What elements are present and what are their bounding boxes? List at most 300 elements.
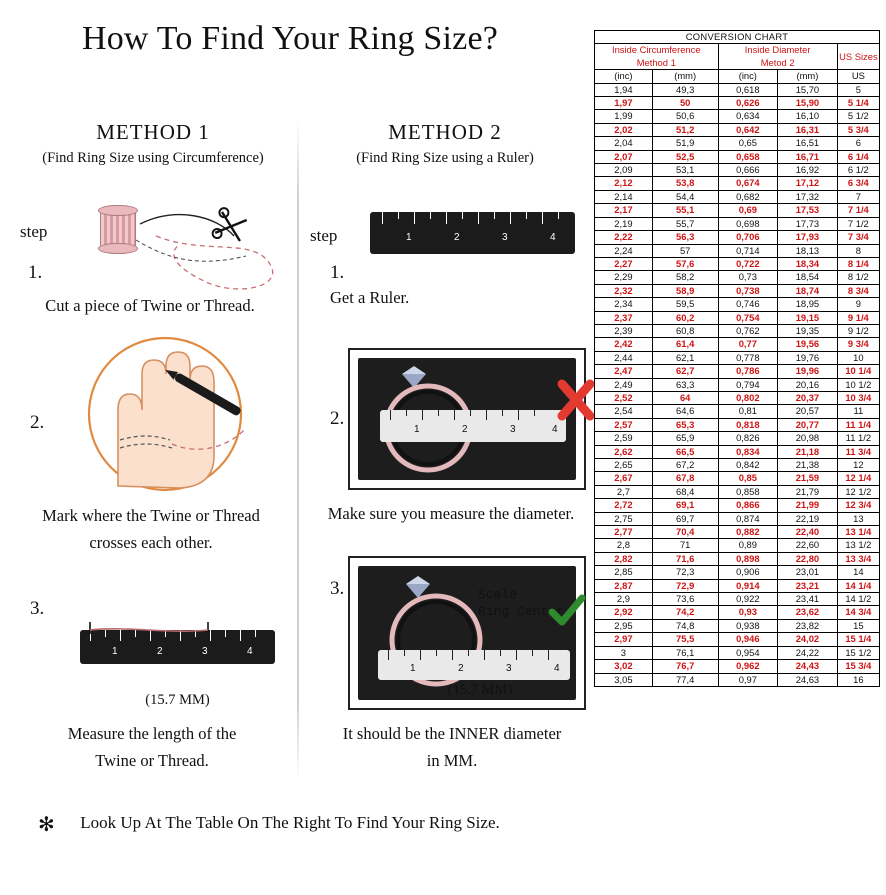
- table-cell: 19,96: [778, 365, 838, 378]
- table-cell: 2,44: [595, 351, 653, 364]
- table-cell: 12 1/4: [837, 472, 879, 485]
- table-cell: 16,31: [778, 123, 838, 136]
- table-cell: 11 1/2: [837, 432, 879, 445]
- table-cell: 58,9: [652, 284, 718, 297]
- table-row: [595, 660, 880, 673]
- table-cell: 24,63: [778, 673, 838, 686]
- table-cell: 19,35: [778, 324, 838, 337]
- table-row: [595, 338, 880, 351]
- table-cell: 2,27: [595, 257, 653, 270]
- table-cell: 0,69: [718, 204, 778, 217]
- table-cell: 7 3/4: [837, 231, 879, 244]
- table-cell: 2,29: [595, 271, 653, 284]
- table-cell: 19,15: [778, 311, 838, 324]
- table-cell: 60,8: [652, 324, 718, 337]
- table-cell: 62,1: [652, 351, 718, 364]
- table-row: [595, 164, 880, 177]
- table-cell: 0,642: [718, 123, 778, 136]
- table-cell: 15 1/2: [837, 646, 879, 659]
- table-cell: 0,77: [718, 338, 778, 351]
- table-cell: 3,02: [595, 660, 653, 673]
- table-cell: 15,90: [778, 97, 838, 110]
- table-cell: 0,93: [718, 606, 778, 619]
- table-cell: 16,92: [778, 164, 838, 177]
- method2-step-3-number: 3.: [330, 578, 345, 599]
- table-cell: 0,834: [718, 445, 778, 458]
- conversion-chart-title: CONVERSION CHART: [595, 31, 880, 44]
- table-cell: 17,73: [778, 217, 838, 230]
- table-cell: 7 1/4: [837, 204, 879, 217]
- table-cell: 24,22: [778, 646, 838, 659]
- table-cell: 0,73: [718, 271, 778, 284]
- table-row: [595, 539, 880, 552]
- header-inside-circumference-line2: Method 1: [636, 56, 676, 68]
- table-cell: 2,59: [595, 432, 653, 445]
- table-cell: 23,62: [778, 606, 838, 619]
- table-cell: 20,77: [778, 418, 838, 431]
- table-cell: 0,89: [718, 539, 778, 552]
- ruler1-tick-1: 1: [112, 646, 118, 657]
- table-row: [595, 593, 880, 606]
- table-row: [595, 499, 880, 512]
- method1-heading: METHOD 1: [96, 120, 210, 144]
- table-cell: 2,52: [595, 391, 653, 404]
- table-cell: 0,682: [718, 190, 778, 203]
- table-cell: 23,01: [778, 566, 838, 579]
- table-cell: 59,5: [652, 298, 718, 311]
- table-cell: 2,75: [595, 512, 653, 525]
- table-cell: 64: [652, 391, 718, 404]
- table-cell: 1,97: [595, 97, 653, 110]
- table-cell: 72,3: [652, 566, 718, 579]
- table-cell: 8 1/2: [837, 271, 879, 284]
- method2-step-1-number: 1.: [330, 262, 345, 283]
- table-cell: 19,76: [778, 351, 838, 364]
- table-cell: 68,4: [652, 485, 718, 498]
- table-cell: 24,43: [778, 660, 838, 673]
- table-row: [595, 566, 880, 579]
- table-cell: 2,34: [595, 298, 653, 311]
- method1-header: [8, 120, 298, 167]
- ruler1-tick-2: 2: [157, 646, 163, 657]
- ruler2-tick-4: 4: [550, 232, 556, 243]
- table-cell: 8 3/4: [837, 284, 879, 297]
- table-row: [595, 485, 880, 498]
- table-cell: 0,962: [718, 660, 778, 673]
- table-cell: 2,67: [595, 472, 653, 485]
- page-title: How To Find Your Ring Size?: [81, 20, 499, 57]
- method2-step-word: step: [310, 226, 338, 245]
- table-cell: 56,3: [652, 231, 718, 244]
- conversion-chart: [594, 30, 880, 687]
- method1-step-2-caption-line1: Mark where the Twine or Thread: [42, 506, 260, 525]
- conversion-table: [594, 30, 880, 687]
- table-row: [595, 378, 880, 391]
- table-cell: 0,65: [718, 137, 778, 150]
- table-cell: 0,866: [718, 499, 778, 512]
- table-cell: 2,95: [595, 619, 653, 632]
- table-row: [595, 472, 880, 485]
- method1-step-3-caption-line1: Measure the length of the: [67, 724, 237, 743]
- method1-step-2-caption-line2: crosses each other.: [89, 533, 213, 552]
- table-cell: 0,754: [718, 311, 778, 324]
- table-cell: 22,80: [778, 552, 838, 565]
- table-cell: 14: [837, 566, 879, 579]
- table-cell: 65,3: [652, 418, 718, 431]
- header-inside-circumference: [595, 44, 719, 70]
- table-row: [595, 579, 880, 592]
- table-cell: 0,722: [718, 257, 778, 270]
- table-cell: 0,802: [718, 391, 778, 404]
- table-cell: 2,85: [595, 566, 653, 579]
- table-cell: 11 3/4: [837, 445, 879, 458]
- table-cell: 0,954: [718, 646, 778, 659]
- table-title-row: [595, 31, 880, 44]
- table-cell: 0,738: [718, 284, 778, 297]
- table-cell: 72,9: [652, 579, 718, 592]
- table-cell: 65,9: [652, 432, 718, 445]
- table-cell: 20,37: [778, 391, 838, 404]
- table-cell: 10 3/4: [837, 391, 879, 404]
- method1-step-3-number: 3.: [30, 598, 45, 619]
- table-cell: 20,16: [778, 378, 838, 391]
- method2-mm-label: (15.7 MM): [447, 682, 513, 698]
- table-cell: 17,53: [778, 204, 838, 217]
- ruler3-tick-1: 1: [414, 424, 420, 435]
- table-cell: 23,21: [778, 579, 838, 592]
- table-cell: 66,5: [652, 445, 718, 458]
- table-cell: 2,04: [595, 137, 653, 150]
- scale-label-line2: Ring Center: [478, 604, 564, 619]
- table-cell: 2,8: [595, 539, 653, 552]
- table-cell: 75,5: [652, 633, 718, 646]
- table-cell: 2,07: [595, 150, 653, 163]
- table-row: [595, 204, 880, 217]
- table-cell: 13 3/4: [837, 552, 879, 565]
- table-cell: 11: [837, 405, 879, 418]
- table-cell: 2,24: [595, 244, 653, 257]
- table-row: [595, 526, 880, 539]
- table-cell: 50,6: [652, 110, 718, 123]
- table-cell: 24,02: [778, 633, 838, 646]
- table-row: [595, 123, 880, 136]
- method2-step-3-caption-line1: It should be the INNER diameter: [342, 724, 562, 743]
- table-cell: 15 1/4: [837, 633, 879, 646]
- table-cell: 2,39: [595, 324, 653, 337]
- table-cell: 12 3/4: [837, 499, 879, 512]
- table-cell: 12 1/2: [837, 485, 879, 498]
- method2-step-2-number: 2.: [330, 408, 345, 429]
- table-cell: 23,41: [778, 593, 838, 606]
- table-cell: 0,786: [718, 365, 778, 378]
- table-cell: 10: [837, 351, 879, 364]
- table-cell: 12: [837, 459, 879, 472]
- table-cell: 5 1/2: [837, 110, 879, 123]
- table-cell: 16,71: [778, 150, 838, 163]
- table-row: [595, 459, 880, 472]
- table-row: [595, 619, 880, 632]
- table-cell: 2,17: [595, 204, 653, 217]
- ruler1-tick-3: 3: [202, 646, 208, 657]
- table-cell: 16,51: [778, 137, 838, 150]
- table-cell: 7 1/2: [837, 217, 879, 230]
- table-cell: 18,74: [778, 284, 838, 297]
- table-row: [595, 83, 880, 96]
- table-cell: 63,3: [652, 378, 718, 391]
- table-cell: 2,54: [595, 405, 653, 418]
- method2-header: [300, 120, 590, 167]
- table-cell: 67,2: [652, 459, 718, 472]
- table-cell: 73,6: [652, 593, 718, 606]
- table-cell: 18,54: [778, 271, 838, 284]
- table-row: [595, 432, 880, 445]
- table-row: [595, 110, 880, 123]
- table-cell: 2,02: [595, 123, 653, 136]
- table-cell: 0,874: [718, 512, 778, 525]
- unit-inc-1: (inc): [595, 70, 653, 83]
- table-cell: 2,19: [595, 217, 653, 230]
- method2-step-1-caption: Get a Ruler.: [330, 288, 410, 307]
- table-cell: 0,898: [718, 552, 778, 565]
- table-cell: 6 1/4: [837, 150, 879, 163]
- table-row: [595, 391, 880, 404]
- table-cell: 6 3/4: [837, 177, 879, 190]
- table-row: [595, 271, 880, 284]
- table-cell: 6: [837, 137, 879, 150]
- unit-us: US: [837, 70, 879, 83]
- table-cell: 21,38: [778, 459, 838, 472]
- table-row: [595, 512, 880, 525]
- table-cell: 77,4: [652, 673, 718, 686]
- table-cell: 51,2: [652, 123, 718, 136]
- ruler3-tick-2: 2: [462, 424, 468, 435]
- table-cell: 15 3/4: [837, 660, 879, 673]
- thread-scissors-illustration: [96, 196, 286, 306]
- header-inside-diameter-line2: Metod 2: [760, 56, 795, 68]
- table-cell: 71: [652, 539, 718, 552]
- table-cell: 0,666: [718, 164, 778, 177]
- measuring-ruler-2: [370, 212, 575, 254]
- table-cell: 0,826: [718, 432, 778, 445]
- table-cell: 71,6: [652, 552, 718, 565]
- method1-step-3-caption-line2: Twine or Thread.: [95, 751, 209, 770]
- table-cell: 2,37: [595, 311, 653, 324]
- method2-heading: METHOD 2: [388, 120, 502, 144]
- table-cell: 69,7: [652, 512, 718, 525]
- table-cell: 0,634: [718, 110, 778, 123]
- table-cell: 18,13: [778, 244, 838, 257]
- table-row: [595, 97, 880, 110]
- table-row: [595, 673, 880, 686]
- table-cell: 2,09: [595, 164, 653, 177]
- table-cell: 74,8: [652, 619, 718, 632]
- table-row: [595, 177, 880, 190]
- table-cell: 53,8: [652, 177, 718, 190]
- footnote-text: Look Up At The Table On The Right To Find Your Ring Size.: [80, 813, 500, 832]
- table-cell: 13 1/4: [837, 526, 879, 539]
- header-inside-circumference-line1: Inside Circumference: [611, 44, 701, 56]
- table-cell: 15,70: [778, 83, 838, 96]
- table-cell: 74,2: [652, 606, 718, 619]
- table-cell: 18,95: [778, 298, 838, 311]
- table-cell: 9 3/4: [837, 338, 879, 351]
- table-cell: 51,9: [652, 137, 718, 150]
- table-cell: 0,778: [718, 351, 778, 364]
- table-cell: 2,22: [595, 231, 653, 244]
- table-cell: 2,65: [595, 459, 653, 472]
- table-row: [595, 217, 880, 230]
- table-cell: 54,4: [652, 190, 718, 203]
- method1-step-1-caption: Cut a piece of Twine or Thread.: [45, 296, 255, 315]
- table-row: [595, 190, 880, 203]
- table-row: [595, 150, 880, 163]
- table-cell: 0,714: [718, 244, 778, 257]
- table-cell: 0,946: [718, 633, 778, 646]
- table-cell: 0,818: [718, 418, 778, 431]
- table-cell: 0,97: [718, 673, 778, 686]
- table-row: [595, 633, 880, 646]
- table-cell: 70,4: [652, 526, 718, 539]
- table-cell: 2,49: [595, 378, 653, 391]
- unit-mm-1: (mm): [652, 70, 718, 83]
- table-row: [595, 324, 880, 337]
- table-cell: 16,10: [778, 110, 838, 123]
- table-cell: 0,85: [718, 472, 778, 485]
- ruler1-tick-4: 4: [247, 646, 253, 657]
- table-cell: 17,12: [778, 177, 838, 190]
- table-cell: 2,77: [595, 526, 653, 539]
- table-cell: 53,1: [652, 164, 718, 177]
- table-cell: 21,59: [778, 472, 838, 485]
- table-cell: 49,3: [652, 83, 718, 96]
- table-cell: 67,8: [652, 472, 718, 485]
- table-cell: 2,97: [595, 633, 653, 646]
- table-cell: 0,842: [718, 459, 778, 472]
- table-cell: 60,2: [652, 311, 718, 324]
- table-cell: 13 1/2: [837, 539, 879, 552]
- method2-step-2-illustration: [348, 348, 586, 490]
- thread-segment-illustration: [78, 608, 278, 638]
- table-cell: 0,794: [718, 378, 778, 391]
- table-cell: 22,19: [778, 512, 838, 525]
- table-cell: 7: [837, 190, 879, 203]
- table-cell: 3,05: [595, 673, 653, 686]
- method1-step-1-number: 1.: [28, 262, 43, 283]
- table-cell: 52,5: [652, 150, 718, 163]
- ruler4-tick-4: 4: [554, 663, 560, 674]
- table-cell: 17,93: [778, 231, 838, 244]
- table-cell: 3: [595, 646, 653, 659]
- table-cell: 5 3/4: [837, 123, 879, 136]
- ruler4-tick-1: 1: [410, 663, 416, 674]
- table-row: [595, 552, 880, 565]
- table-cell: 8 1/4: [837, 257, 879, 270]
- table-cell: 2,32: [595, 284, 653, 297]
- cross-mark-icon: [556, 378, 596, 422]
- table-cell: 57,6: [652, 257, 718, 270]
- table-group-header-row: [595, 44, 880, 70]
- table-cell: 2,92: [595, 606, 653, 619]
- table-cell: 76,1: [652, 646, 718, 659]
- table-cell: 0,706: [718, 231, 778, 244]
- table-cell: 2,72: [595, 499, 653, 512]
- header-us-sizes: US Sizes: [837, 44, 879, 70]
- table-row: [595, 298, 880, 311]
- method2-subheading: (Find Ring Size using a Ruler): [356, 150, 534, 166]
- table-cell: 55,1: [652, 204, 718, 217]
- table-row: [595, 606, 880, 619]
- table-cell: 57: [652, 244, 718, 257]
- table-cell: 14 1/2: [837, 593, 879, 606]
- ruler2-tick-2: 2: [454, 232, 460, 243]
- table-row: [595, 137, 880, 150]
- method2-step-3-caption-line2: in MM.: [426, 751, 478, 770]
- table-cell: 2,42: [595, 338, 653, 351]
- table-cell: 0,746: [718, 298, 778, 311]
- method1-mm-label: (15.7 MM): [145, 692, 210, 708]
- table-cell: 2,62: [595, 445, 653, 458]
- table-row: [595, 405, 880, 418]
- table-cell: 1,99: [595, 110, 653, 123]
- table-cell: 2,47: [595, 365, 653, 378]
- table-cell: 20,57: [778, 405, 838, 418]
- ruler3-tick-4: 4: [552, 424, 558, 435]
- table-cell: 0,81: [718, 405, 778, 418]
- table-row: [595, 311, 880, 324]
- check-mark-icon: [548, 594, 588, 630]
- unit-mm-2: (mm): [778, 70, 838, 83]
- table-cell: 14 1/4: [837, 579, 879, 592]
- table-cell: 2,82: [595, 552, 653, 565]
- table-cell: 2,9: [595, 593, 653, 606]
- table-cell: 2,14: [595, 190, 653, 203]
- column-divider: [297, 120, 299, 780]
- table-cell: 2,7: [595, 485, 653, 498]
- table-cell: 17,32: [778, 190, 838, 203]
- table-cell: 2,12: [595, 177, 653, 190]
- table-cell: 0,626: [718, 97, 778, 110]
- table-cell: 21,99: [778, 499, 838, 512]
- method2-step-2-caption: Make sure you measure the diameter.: [327, 504, 575, 523]
- table-cell: 1,94: [595, 83, 653, 96]
- scale-label-line1: Scale: [478, 587, 518, 602]
- table-cell: 55,7: [652, 217, 718, 230]
- table-cell: 0,914: [718, 579, 778, 592]
- table-cell: 0,698: [718, 217, 778, 230]
- table-cell: 22,60: [778, 539, 838, 552]
- table-cell: 9: [837, 298, 879, 311]
- table-cell: 18,34: [778, 257, 838, 270]
- table-cell: 19,56: [778, 338, 838, 351]
- table-row: [595, 365, 880, 378]
- table-cell: 21,18: [778, 445, 838, 458]
- method1-step-2-number: 2.: [30, 412, 45, 433]
- table-cell: 10 1/4: [837, 365, 879, 378]
- method1-step-word: step: [20, 222, 48, 241]
- table-cell: 15: [837, 619, 879, 632]
- table-row: [595, 284, 880, 297]
- table-cell: 10 1/2: [837, 378, 879, 391]
- table-cell: 6 1/2: [837, 164, 879, 177]
- table-row: [595, 351, 880, 364]
- ruler3-tick-3: 3: [510, 424, 516, 435]
- table-cell: 0,618: [718, 83, 778, 96]
- ruler4-tick-3: 3: [506, 663, 512, 674]
- table-units-row: [595, 70, 880, 83]
- header-inside-diameter-line1: Inside Diameter: [744, 44, 811, 56]
- table-cell: 0,938: [718, 619, 778, 632]
- table-cell: 14 3/4: [837, 606, 879, 619]
